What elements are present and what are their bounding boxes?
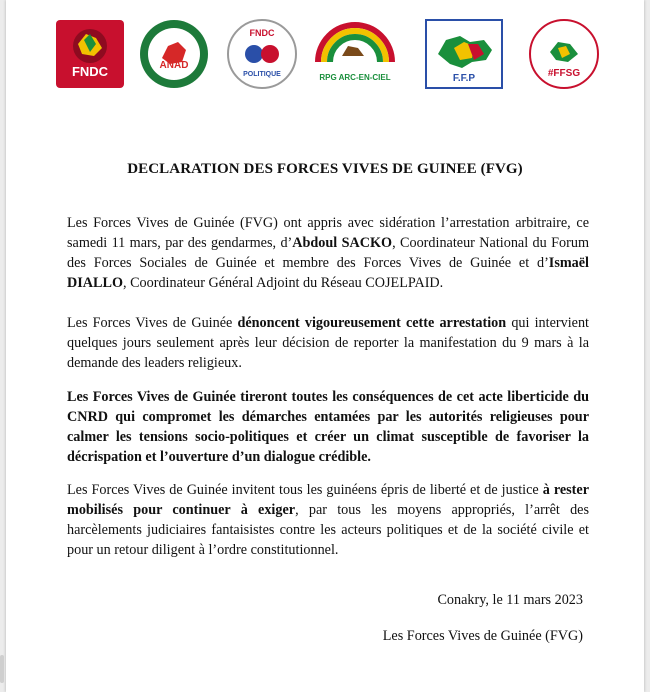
paragraph-2	[67, 313, 589, 373]
text-run: , Coordinateur National du Forum des Forces Sociales de Guinée et membre des Forces Vives de Guinée et d’	[67, 235, 589, 271]
paragraph-3: Les Forces Vives de Guinée tireront toutes les conséquences de cet acte liberticide du CNRD qui compromet les démarches entamées par les autorités religieuses pour calmer les tensions socio-politiques et créer un climat susceptible de favoriser la décrispation et l’ouverture d’un dialogue crédible.	[67, 389, 589, 465]
document-page	[6, 0, 644, 692]
bold-run: à rester mobilisés pour continuer à exiger	[67, 482, 589, 518]
page-title: DECLARATION DES FORCES VIVES DE GUINEE (FVG)	[127, 161, 523, 177]
svg-text:ANAD: ANAD	[159, 60, 189, 71]
paragraph-1	[67, 213, 589, 293]
text-run: , Coordinateur Général Adjoint du Réseau COJELPAID.	[122, 275, 444, 291]
svg-text:#FFSG: #FFSG	[547, 68, 581, 79]
bold-run: dénoncent vigoureusement cette arrestation	[237, 315, 507, 331]
svg-text:RPG ARC-EN-CIEL: RPG ARC-EN-CIEL	[319, 73, 391, 82]
rpg-arc-en-ciel-logo	[312, 18, 398, 90]
ffsg-logo	[528, 18, 600, 90]
svg-text:F.F.P: F.F.P	[452, 73, 476, 84]
bold-run: Ismaël DIALLO	[67, 255, 589, 291]
fndc-logo	[54, 18, 126, 90]
place-date: Conakry, le 11 mars 2023	[437, 592, 583, 608]
ffp-logo	[424, 18, 504, 90]
bold-run: Abdoul SACKO	[292, 235, 393, 251]
text-run: Les Forces Vives de Guinée (FVG) ont appris avec sidération l’arrestation arbitraire, ce samedi 11 mars, par des gendarmes, d’	[67, 215, 589, 251]
signature: Les Forces Vives de Guinée (FVG)	[382, 628, 583, 644]
svg-text:FNDC: FNDC	[71, 64, 109, 79]
anad-logo	[138, 18, 210, 90]
fndc-politique-logo	[226, 18, 298, 90]
text-run: qui intervient quelques jours seulement après leur décision de reporter la manifestation du 9 mars à la demande des leaders religieux.	[67, 315, 589, 371]
text-run: Les Forces Vives de Guinée	[67, 315, 238, 331]
scrollbar-handle[interactable]	[0, 655, 4, 683]
svg-text:POLITIQUE: POLITIQUE	[243, 71, 281, 78]
text-run: Les Forces Vives de Guinée invitent tous les guinéens épris de liberté et de justice	[67, 482, 543, 498]
paragraph-4	[67, 480, 589, 560]
svg-text:FNDC: FNDC	[249, 28, 275, 38]
logo-strip	[54, 18, 599, 98]
text-run: , par tous les moyens appropriés, l’arrêt des harcèlements judiciaires fantaisistes contre les acteurs politiques et de la société civile et pour un retour diligent à l’ordre constitutionnel.	[67, 502, 589, 558]
